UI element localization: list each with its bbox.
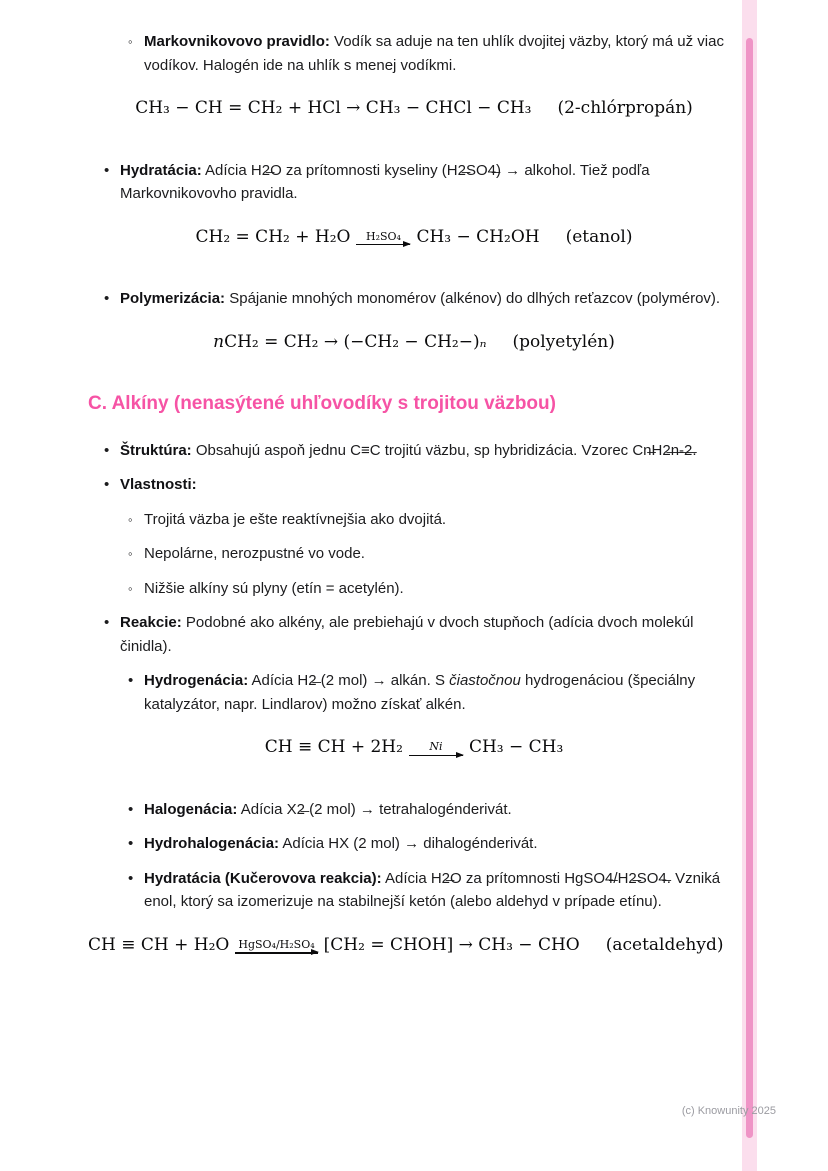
term-definition: Adícia X2̶ (2 mol) → tetrahalogénderivát. xyxy=(240,800,512,818)
equation-note: (polyetylén) xyxy=(512,331,615,352)
equation-ethanol xyxy=(88,226,740,250)
equation-text: CH₂ = CH₂ → (−CH₂ − CH₂−) xyxy=(224,331,480,352)
bullet-icon: • xyxy=(104,441,110,459)
list-item-markovnikov xyxy=(128,30,740,77)
equation-right: CH₃ − CH₃ xyxy=(468,737,564,758)
equation-subscript: ₙ xyxy=(479,331,487,352)
equation-left: CH ≡ CH + 2H₂ xyxy=(264,737,403,758)
equation-ethane xyxy=(88,736,740,760)
list-item-vlastnost-2 xyxy=(128,542,740,566)
watermark: (c) Knowunity 2025 xyxy=(681,1105,776,1117)
scrollbar-thumb[interactable] xyxy=(746,38,753,1138)
term-label: Vlastnosti: xyxy=(120,476,197,494)
term-definition: hydrogenáciou (špeciálny katalyzátor, napr. Lindlarov) možno získať alkén. xyxy=(144,672,696,713)
list-item-text xyxy=(120,439,697,463)
equation-text: CH₃ − CH = CH₂ + HCl → CH₃ − CHCl − CH₃ xyxy=(135,98,532,118)
arrow-label: H₂SO₄ xyxy=(365,229,401,243)
list-item-text xyxy=(144,542,365,566)
hollow-bullet-icon: ◦ xyxy=(128,511,133,527)
equation-note: (acetaldehyd) xyxy=(605,934,724,955)
list-item-text xyxy=(120,159,740,206)
term-definition: Vodík sa aduje na ten uhlík dvojitej väzby, ktorý má už viac vodíkov. Halogén ide na uhlík s menej vodíkmi. xyxy=(144,33,724,74)
arrow-shaft-icon xyxy=(409,755,463,756)
term-label: Markovnikovovo pravidlo: xyxy=(144,33,330,50)
term-label: Halogenácia: xyxy=(144,800,238,818)
term-label: Štruktúra: xyxy=(120,441,192,459)
list-item-hydrogenacia xyxy=(128,669,740,716)
term-definition: Adícia H2̶ (2 mol) → alkán. S xyxy=(251,672,450,690)
term-label: Hydratácia (Kučerovova reakcia): xyxy=(144,869,382,887)
list-item-halogenacia xyxy=(128,798,740,822)
term-label: Reakcie: xyxy=(120,614,182,632)
list-item-text xyxy=(144,832,538,856)
equation-right: CH₃ − CH₂OH xyxy=(416,226,540,247)
list-item-text xyxy=(144,577,404,601)
hollow-bullet-icon: ◦ xyxy=(128,34,133,49)
arrow-label: Ni xyxy=(429,740,443,754)
term-definition: Adícia H2̶O za prítomnosti kyseliny (H2̶SO4̶) → alkohol. Tiež podľa Markovnikovovho pravidla. xyxy=(120,161,650,202)
list-item-text xyxy=(144,508,446,532)
list-item-hydratacia xyxy=(104,159,740,206)
notes-content xyxy=(88,0,740,995)
reaction-arrow xyxy=(235,939,317,954)
term-definition: Podobné ako alkény, ale prebiehajú v dvoch stupňoch (adícia dvoch molekúl činidla). xyxy=(120,614,694,655)
equation-left: CH ≡ CH + H₂O xyxy=(88,934,230,955)
list-item-text xyxy=(120,473,197,497)
arrow-shaft-icon xyxy=(235,952,317,953)
list-item-kucerov xyxy=(128,867,740,914)
equation-acetaldehyde xyxy=(88,934,740,958)
list-item-reakcie xyxy=(104,611,740,658)
property-text: Trojitá väzba je ešte reaktívnejšia ako dvojitá. xyxy=(144,510,447,528)
hollow-bullet-icon: ◦ xyxy=(128,580,133,596)
list-item-vlastnosti xyxy=(104,473,740,497)
bullet-icon: • xyxy=(104,161,110,179)
term-definition: Spájanie mnohých monomérov (alkénov) do dlhých reťazcov (polymérov). xyxy=(229,290,721,307)
term-definition-italic: čiastočnou xyxy=(449,672,521,690)
list-item-text xyxy=(144,798,512,822)
list-item-text xyxy=(144,669,740,716)
term-label: Hydrohalogenácia: xyxy=(144,835,280,853)
bullet-icon: • xyxy=(128,672,134,690)
list-item-text xyxy=(120,287,720,311)
property-text: Nepolárne, nerozpustné vo vode. xyxy=(144,545,365,563)
list-item-vlastnost-3 xyxy=(128,577,740,601)
arrow-label: HgSO₄/H₂SO₄ xyxy=(238,937,315,951)
arrow-shaft-icon xyxy=(356,244,410,245)
reaction-arrow xyxy=(356,231,410,246)
bullet-icon: • xyxy=(128,835,134,853)
list-item-vlastnost-1 xyxy=(128,508,740,532)
bullet-icon: • xyxy=(104,614,110,632)
term-label: Hydrogenácia: xyxy=(144,672,249,690)
list-item-struktura xyxy=(104,439,740,463)
equation-polyethylene xyxy=(88,331,740,355)
term-label: Polymerizácia: xyxy=(120,290,226,307)
term-definition: Adícia HX (2 mol) → dihalogénderivát. xyxy=(282,835,538,853)
list-item-text xyxy=(120,611,740,658)
term-definition: Adícia H2̶O za prítomnosti HgSO4̶/H2̶SO4̶. Vzniká enol, ktorý sa izomerizuje na stabilnejší ketón (alebo aldehyd v prípade etínu). xyxy=(144,869,721,911)
equation-right: [CH₂ = CHOH] → CH₃ − CHO xyxy=(323,934,580,955)
list-item-text xyxy=(144,30,740,77)
equation-note: (2-chlórpropán) xyxy=(557,98,693,118)
list-item-hydrohalogenacia xyxy=(128,832,740,856)
bullet-icon: • xyxy=(104,290,110,307)
equation-note: (etanol) xyxy=(565,226,633,247)
property-text: Nižšie alkíny sú plyny (etín = acetylén). xyxy=(144,579,404,597)
section-heading-alkyny: C. Alkíny (nenasýtené uhľovodíky s trojitou väzbou) xyxy=(88,393,556,414)
term-definition: Obsahujú aspoň jednu C≡C trojitú väzbu, sp hybridizácia. Vzorec Cn̶H2̶n̶-̶2̶. xyxy=(195,441,697,459)
reaction-arrow xyxy=(409,741,463,756)
term-label: Hydratácia: xyxy=(120,161,202,179)
equation-chloropropane xyxy=(88,97,740,121)
bullet-icon: • xyxy=(128,869,134,887)
list-item-polymerizacia xyxy=(104,287,740,311)
list-item-text xyxy=(144,867,740,914)
bullet-icon: • xyxy=(128,800,134,818)
equation-left: CH₂ = CH₂ + H₂O xyxy=(195,226,351,247)
equation-variable: n xyxy=(213,331,225,352)
hollow-bullet-icon: ◦ xyxy=(128,546,133,562)
bullet-icon: • xyxy=(104,476,110,494)
